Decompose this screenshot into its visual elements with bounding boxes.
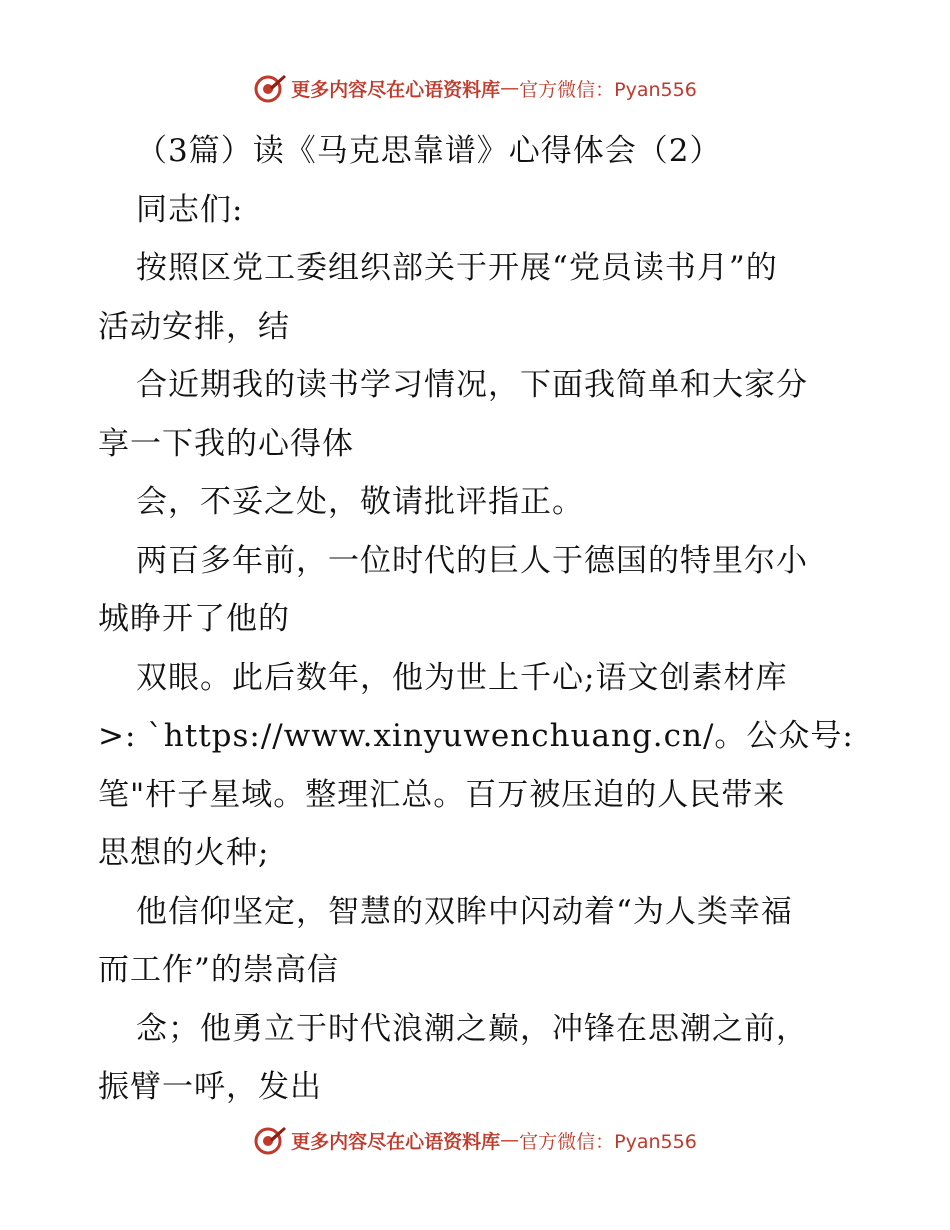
text-line: 两百多年前，一位时代的巨人于德国的特里尔小 <box>136 542 808 579</box>
text-line: 双眼。此后数年，他为世上千心;语文创素材库 <box>136 659 788 696</box>
text-line: 按照区党工委组织部关于开展“党员读书月”的 <box>136 250 778 286</box>
text-line: 思想的火种; <box>98 835 270 871</box>
header-watermark <box>0 68 950 108</box>
text-line: 他信仰坚定，智慧的双眸中闪动着“为人类幸福 <box>136 893 793 930</box>
text-line: 笔"杆子星域。整理汇总。百万被压迫的人民带来 <box>98 776 786 813</box>
text-line: 而工作”的崇高信 <box>98 952 339 988</box>
text-line: 振臂一呼，发出 <box>98 1069 322 1105</box>
salutation: 同志们: <box>136 191 244 228</box>
text-line: 念；他勇立于时代浪潮之巅，冲锋在思潮之前， <box>136 1010 808 1047</box>
text-line: 享一下我的心得体 <box>98 425 354 462</box>
pen-logo-icon <box>253 71 287 105</box>
footer-watermark <box>0 1120 950 1160</box>
text-line: 合近期我的读书学习情况，下面我简单和大家分 <box>136 367 808 403</box>
header-watermark-right: 官方微信：Pyan556 <box>519 78 697 101</box>
text-line: 城睁开了他的 <box>98 601 290 637</box>
header-watermark-sep: — <box>500 77 520 99</box>
footer-watermark-left: 更多内容尽在心语资料库 <box>291 1130 501 1153</box>
footer-watermark-sep: — <box>500 1129 520 1151</box>
text-line: >: `https://www.xinyuwenchuang.cn/。公众号: <box>98 718 854 754</box>
footer-watermark-right: 官方微信：Pyan556 <box>519 1130 697 1153</box>
header-watermark-left: 更多内容尽在心语资料库 <box>291 78 501 101</box>
document-title: （3篇）读《马克思靠谱》心得体会（2） <box>136 133 722 169</box>
pen-logo-icon <box>253 1123 287 1157</box>
document-body <box>98 122 858 1117</box>
text-line: 活动安排，结 <box>98 308 290 345</box>
text-line: 会，不妥之处，敬请批评指正。 <box>136 484 584 520</box>
